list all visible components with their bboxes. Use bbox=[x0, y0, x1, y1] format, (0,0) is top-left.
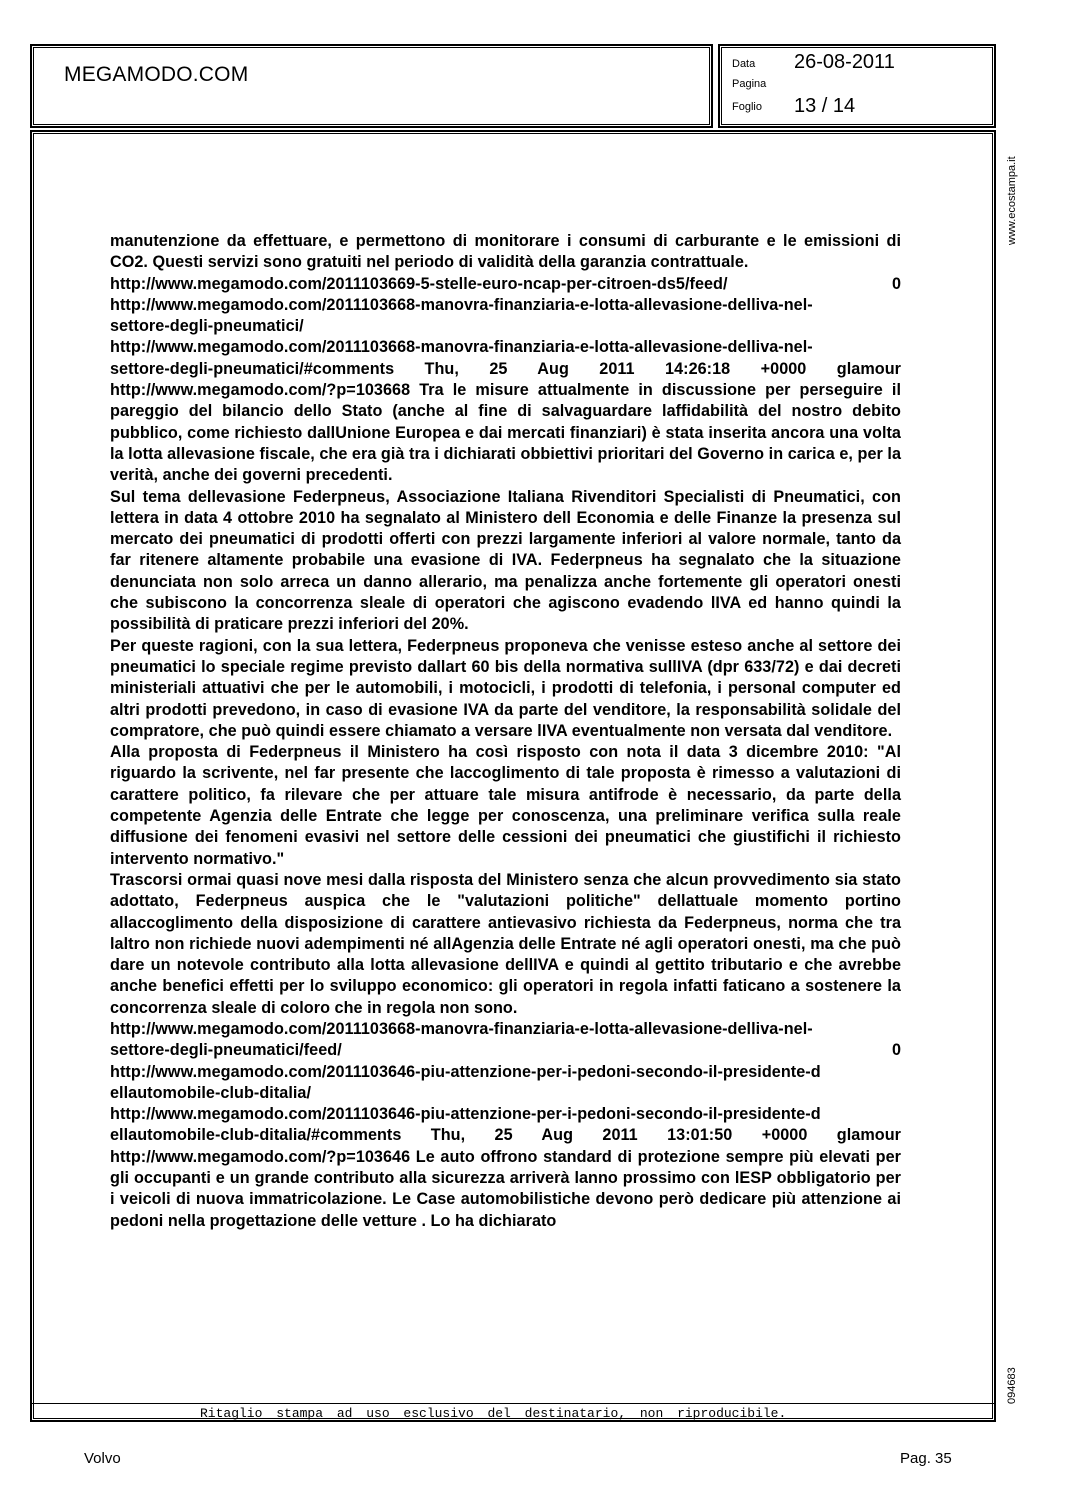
article-paragraph: Trascorsi ormai quasi nove mesi dalla risposta del Ministero senza che alcun provvedimento sia stato adottato, Federpneus auspica che le "valutazioni politiche" dellattuale momento portino allaccoglimento della disposizione di carattere antievasivo richiesta da Federpneus, norma che tra laltro non richiede nuovi adempimenti né allAgenzia delle Entrate né agli operatori onesti, ma che può dare un notevole contributo alla lotta allevasione dellIVA e quindi al gettito tributario e che avrebbe anche benefici effetti per lo sviluppo economico: gli operatori in regola infatti faticano a sostenere la concorrenza sleale di coloro che in regola non sono. bbox=[110, 870, 901, 1017]
publication-name: MEGAMODO.COM bbox=[64, 63, 249, 86]
feed-line bbox=[110, 1040, 901, 1061]
article-paragraph: Sul tema dellevasione Federpneus, Associazione Italiana Rivenditori Specialisti di Pneumatici, con lettera in data 4 ottobre 2010 ha segnalato al Ministero dell Economia e delle Finanze la presenza sul mercato dei pneumatici di prodotti offerti con prezzi largamente inferiori al valore normale, tanto da far ritenere altamente probabile una evasione di IVA. Federpneus ha segnalato che la situazione denunciata non solo arreca un danno allerario, ma penalizza anche fortemente gli operatori onesti che subiscono la concorrenza sleale di operatori che agiscono evadendo lIVA ed hanno quindi la possibilità di praticare prezzi inferiori del 20%. bbox=[110, 487, 901, 634]
article-paragraph: Per queste ragioni, con la sua lettera, Federpneus proponeva che venisse esteso anche al settore dei pneumatici lo speciale regime previsto dallart 60 bis della normativa sullIVA (dpr 633/72) e dai decreti ministeriali attuativi che per le automobili, i motocicli, i prodotti di telefonia, i personal computer ed altri prodotti prevedono, in caso di evasione IVA da parte del venditore, la responsabilità solidale del compratore, che può quindi essere chiamato a versare lIVA eventualmente non versata dal venditore. bbox=[110, 636, 901, 740]
article-url: ellautomobile-club-ditalia/ bbox=[110, 1083, 312, 1102]
side-separator bbox=[994, 132, 995, 1407]
article-paragraph: manutenzione da effettuare, e permettono di monitorare i consumi di carburante e le emissioni di CO2. Questi servizi sono gratuiti nel periodo di validità della garanzia contrattuale. bbox=[110, 232, 901, 272]
side-website: www.ecostampa.it bbox=[1006, 156, 1018, 245]
header-publication-box bbox=[30, 44, 713, 128]
article-url: http://www.megamodo.com/2011103668-manovra-finanziaria-e-lotta-allevasione-delliva-nel- bbox=[110, 1019, 813, 1038]
bottom-separator bbox=[32, 1403, 994, 1404]
date-value: 26-08-2011 bbox=[794, 51, 895, 73]
footer-page-number: Pag. 35 bbox=[900, 1450, 952, 1467]
header-meta-box bbox=[718, 44, 996, 128]
feed-line bbox=[110, 274, 901, 295]
sheet-label: Foglio bbox=[732, 101, 762, 113]
page-label: Pagina bbox=[732, 78, 767, 90]
date-label: Data bbox=[732, 58, 756, 70]
comment-count: 0 bbox=[891, 1041, 901, 1060]
article-paragraph: ellautomobile-club-ditalia/#comments Thu, 25 Aug 2011 13:01:50 +0000 glamour http://www.megamodo.com/?p=103646 Le auto offrono standard di protezione sempre più elevati per gli occupanti e un grande contributo alla sicurezza arriverà lanno prossimo con lESP obbligatorio per i veicoli di nuova immatricolazione. Le Case automobilistiche devono però dedicare più attenzione ai pedoni nella progettazione delle vetture . Lo ha dichiarato bbox=[110, 1126, 901, 1230]
article-url: http://www.megamodo.com/2011103646-piu-attenzione-per-i-pedoni-secondo-il-presidente-d bbox=[110, 1105, 821, 1124]
article-body bbox=[110, 231, 901, 1232]
feed-url: settore-degli-pneumatici/feed/ bbox=[110, 1041, 342, 1060]
article-url: http://www.megamodo.com/2011103646-piu-attenzione-per-i-pedoni-secondo-il-presidente-d bbox=[110, 1062, 821, 1081]
feed-url: http://www.megamodo.com/2011103669-5-stelle-euro-ncap-per-citroen-ds5/feed/ bbox=[110, 274, 728, 293]
article-url: http://www.megamodo.com/2011103668-manovra-finanziaria-e-lotta-allevasione-delliva-nel- bbox=[110, 295, 813, 314]
reproduction-disclaimer: Ritaglio stampa ad uso esclusivo del destinatario, non riproducibile. bbox=[200, 1406, 787, 1421]
comment-count: 0 bbox=[891, 274, 901, 293]
footer-client: Volvo bbox=[84, 1450, 121, 1467]
article-paragraph: Alla proposta di Federpneus il Ministero ha così risposto con nota il data 3 dicembre 2010: "Al riguardo la scrivente, nel far presente che laccoglimento di tale proposta è rimesso a valutazioni di carattere politico, fa rilevare che per attuare tale misura antifrode è necessario, da parte della competente Agenzia delle Entrate che legge per conoscenza, una preliminare verifica sulla reale diffusione dei fenomeni evasivi nel settore delle cessioni dei pneumatici che giustifichi il richiesto intervento normativo." bbox=[110, 743, 901, 868]
side-code: 094683 bbox=[1006, 1367, 1018, 1404]
article-paragraph: settore-degli-pneumatici/#comments Thu, 25 Aug 2011 14:26:18 +0000 glamour http://www.megamodo.com/?p=103668 Tra le misure attualmente in discussione per perseguire il pareggio del bilancio dello Stato (anche al fine di salvaguardare laffidabilità del nostro debito pubblico, come richiesto dallUnione Europea e dai mercati finanziari) è stata inserita ancora una volta la lotta allevasione fiscale, che era già tra i dichiarati obbiettivi prioritari del Governo in carica e, per la verità, anche dei governi precedenti. bbox=[110, 359, 901, 485]
article-url: http://www.megamodo.com/2011103668-manovra-finanziaria-e-lotta-allevasione-delliva-nel- bbox=[110, 338, 813, 357]
article-url: settore-degli-pneumatici/ bbox=[110, 317, 304, 336]
sheet-value: 13 / 14 bbox=[794, 95, 856, 117]
